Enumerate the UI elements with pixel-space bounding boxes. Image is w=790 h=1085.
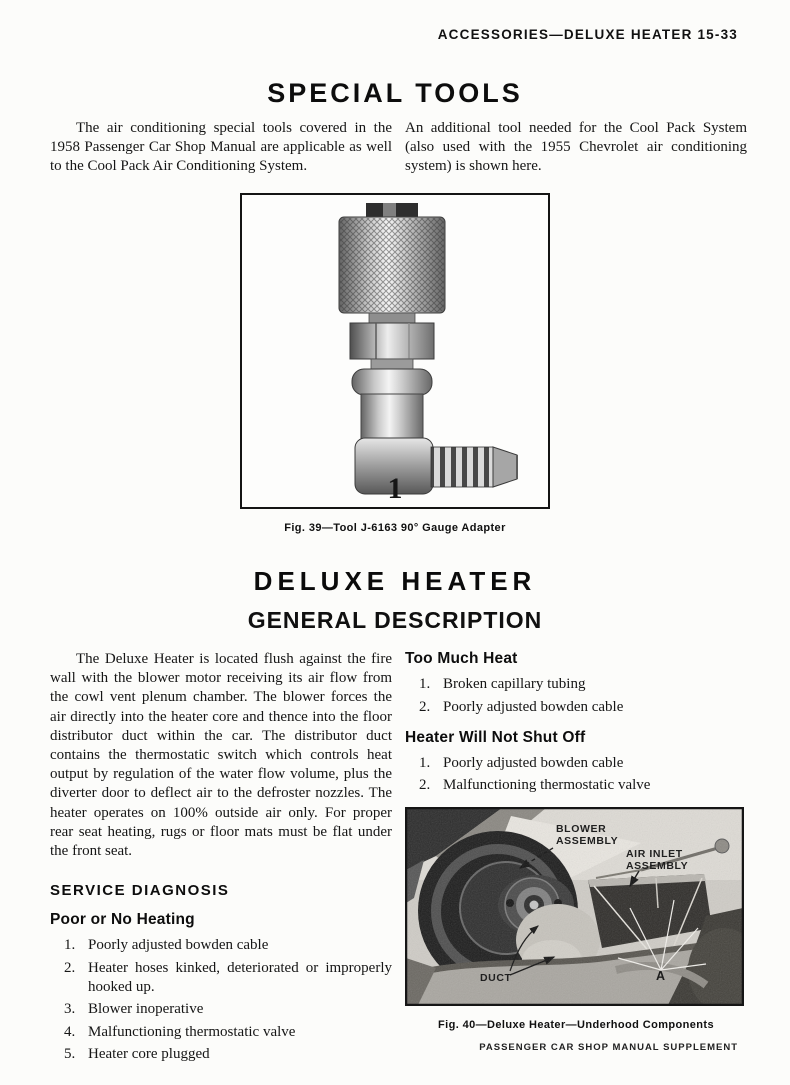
too-much-heat-list (405, 675, 747, 717)
list-item: Poorly adjusted bowden cable (88, 937, 269, 954)
figure-40-caption: Fig. 40—Deluxe Heater—Underhood Components (438, 1019, 714, 1032)
marker-a-label: A (656, 969, 666, 984)
general-description-body (50, 650, 747, 1068)
will-not-shut-off-list (405, 754, 747, 796)
list-item: Heater hoses kinked, deteriorated or improperly hooked up. (88, 959, 392, 995)
gauge-adapter-illustration (242, 195, 548, 507)
page-header: ACCESSORIES—DELUXE HEATER 15-33 (437, 27, 738, 42)
figure-39-caption: Fig. 39—Tool J-6163 90° Gauge Adapter (284, 522, 506, 534)
list-item: Heater core plugged (88, 1046, 210, 1063)
heading-heater-will-not-shut-off: Heater Will Not Shut Off (405, 728, 586, 746)
svg-text:ASSEMBLY: ASSEMBLY (626, 860, 689, 873)
general-description-title: GENERAL DESCRIPTION (247, 607, 543, 633)
tool-body (339, 203, 517, 494)
deluxe-heater-title: DELUXE HEATER (253, 566, 537, 596)
special-tools-intro (50, 119, 747, 177)
list-item: Malfunctioning thermostatic valve (88, 1023, 296, 1040)
page-footer: PASSENGER CAR SHOP MANUAL SUPPLEMENT (479, 1042, 738, 1053)
tool-number-label: 1 (387, 472, 403, 505)
svg-text:ASSEMBLY: ASSEMBLY (556, 835, 619, 848)
underhood-photo (405, 807, 744, 1006)
intro-paragraph-left: The air conditioning special tools covered in the 1958 Passenger Car Shop Manual are applicable as well to the Cool Pack Air Conditioning System. (50, 120, 392, 175)
right-column (405, 650, 747, 1068)
list-item: Broken capillary tubing (443, 676, 586, 692)
poor-heating-list (50, 936, 392, 1064)
service-diagnosis-title: SERVICE DIAGNOSIS (50, 882, 230, 900)
figure-39 (240, 193, 550, 534)
description-paragraph: The Deluxe Heater is located flush against the fire wall with the blower motor receiving its air flow from the cowl vent plenum chamber. The blower forces the air directly into the heater core and thence into the floor distributor duct within the car. The distributor duct contains the thermostatic switch which controls heat output by regulation of the water flow volume, plus the diverter door to deflect air to the defroster nozzles. The heater operates on 100% outside air only. For proper rear seat heating, rugs or floor mats must be flat under the front seat. (50, 651, 392, 859)
special-tools-title: SPECIAL TOOLS (267, 78, 523, 108)
heading-poor-or-no-heating: Poor or No Heating (50, 911, 195, 929)
figure-40 (405, 807, 747, 1031)
intro-paragraph-right: An additional tool needed for the Cool Pack System (also used with the 1955 Chevrolet air conditioning system) is shown here. (405, 120, 747, 175)
list-item: Poorly adjusted bowden cable (443, 698, 624, 715)
list-item: Blower inoperative (88, 1001, 204, 1018)
air-inlet-assembly-label: AIR INLET (626, 848, 683, 861)
gauge-adapter-photo (240, 193, 550, 509)
list-item: Poorly adjusted bowden cable (443, 754, 624, 771)
duct-label: DUCT (480, 972, 512, 985)
left-column (50, 650, 392, 1068)
heading-too-much-heat: Too Much Heat (405, 650, 518, 667)
blower-assembly-label: BLOWER (556, 823, 607, 836)
list-item: Malfunctioning thermostatic valve (443, 777, 651, 794)
